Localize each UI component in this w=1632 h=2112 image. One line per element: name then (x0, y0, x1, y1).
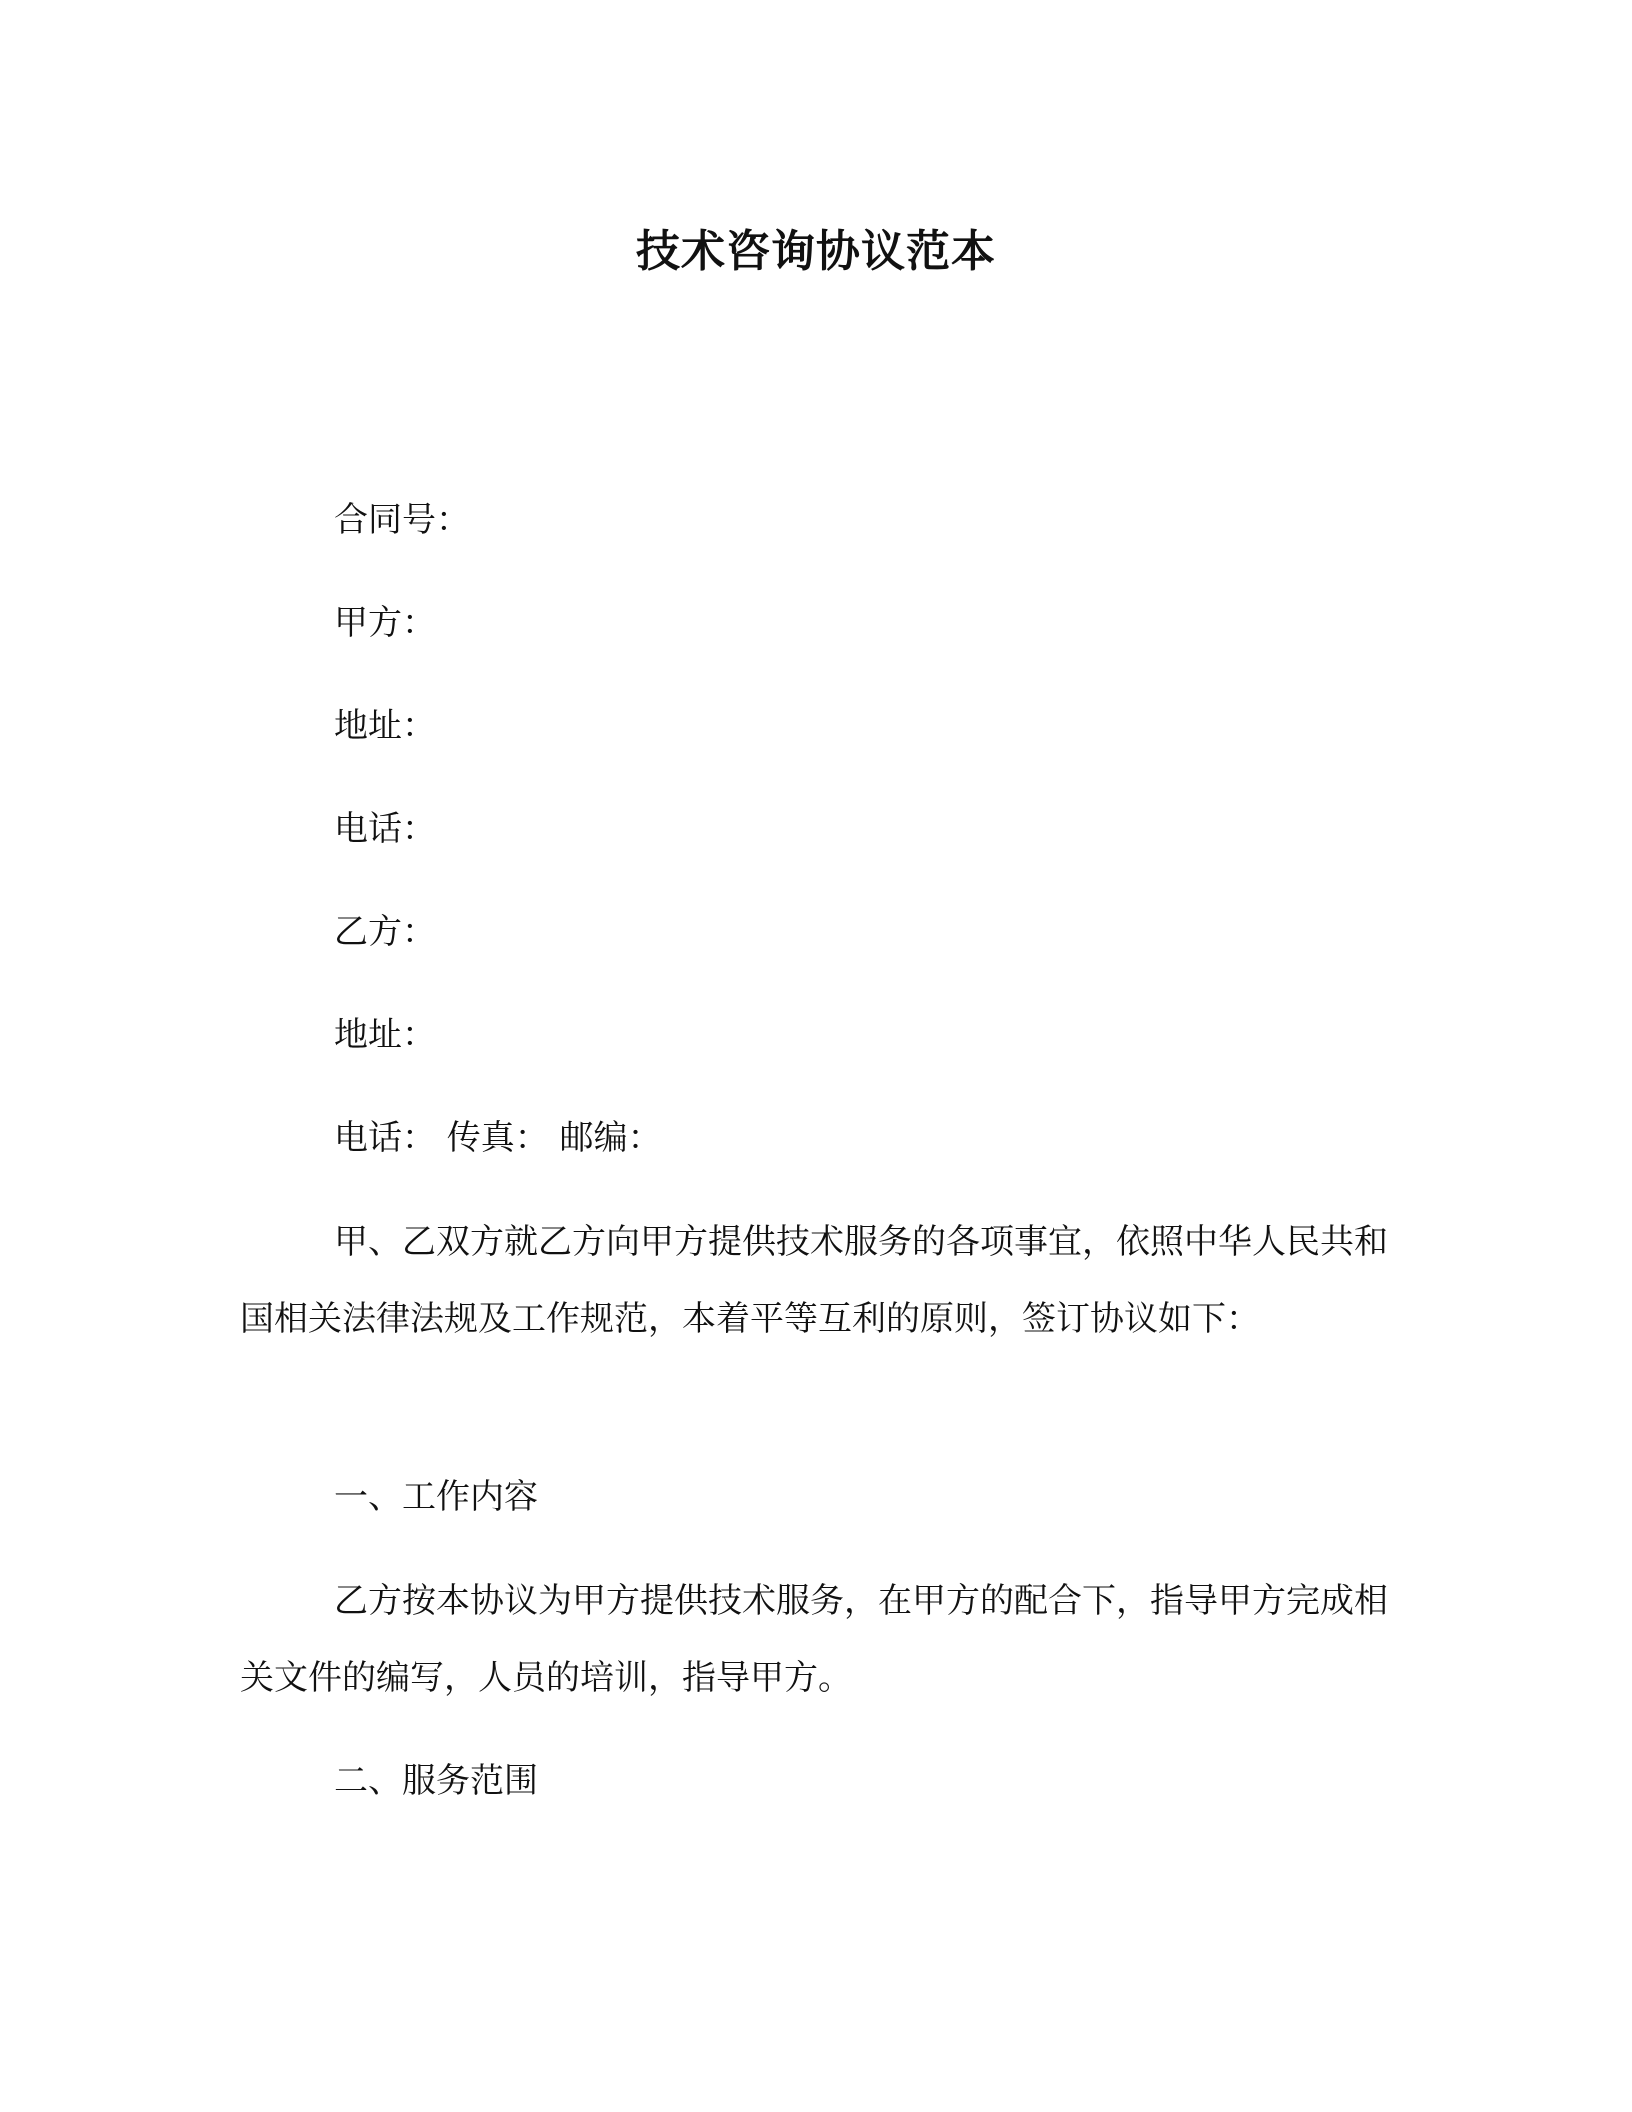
party-b-field: 乙方： (334, 912, 436, 952)
party-b-address-field: 地址： (334, 1015, 436, 1055)
section-heading-work-content: 一、工作内容 (334, 1477, 538, 1517)
party-a-address-field: 地址： (334, 706, 436, 746)
contract-number-field: 合同号： (334, 500, 470, 540)
party-b-contact-field: 电话： 传真： 邮编： (334, 1118, 662, 1158)
section-body-work-content: 乙方按本协议为甲方提供技术服务，在甲方的配合下，指导甲方完成相关文件的编写，人员的培训，指导甲方。 (240, 1581, 1388, 1698)
preamble-paragraph: 甲、乙双方就乙方向甲方提供技术服务的各项事宜，依照中华人民共和国相关法律法规及工作规范，本着平等互利的原则，签订协议如下： (240, 1222, 1388, 1339)
party-a-field: 甲方： (334, 603, 436, 643)
document-title: 技术咨询协议范本 (636, 226, 996, 277)
party-a-phone-field: 电话： (334, 809, 436, 849)
section-heading-service-scope: 二、服务范围 (334, 1761, 538, 1801)
